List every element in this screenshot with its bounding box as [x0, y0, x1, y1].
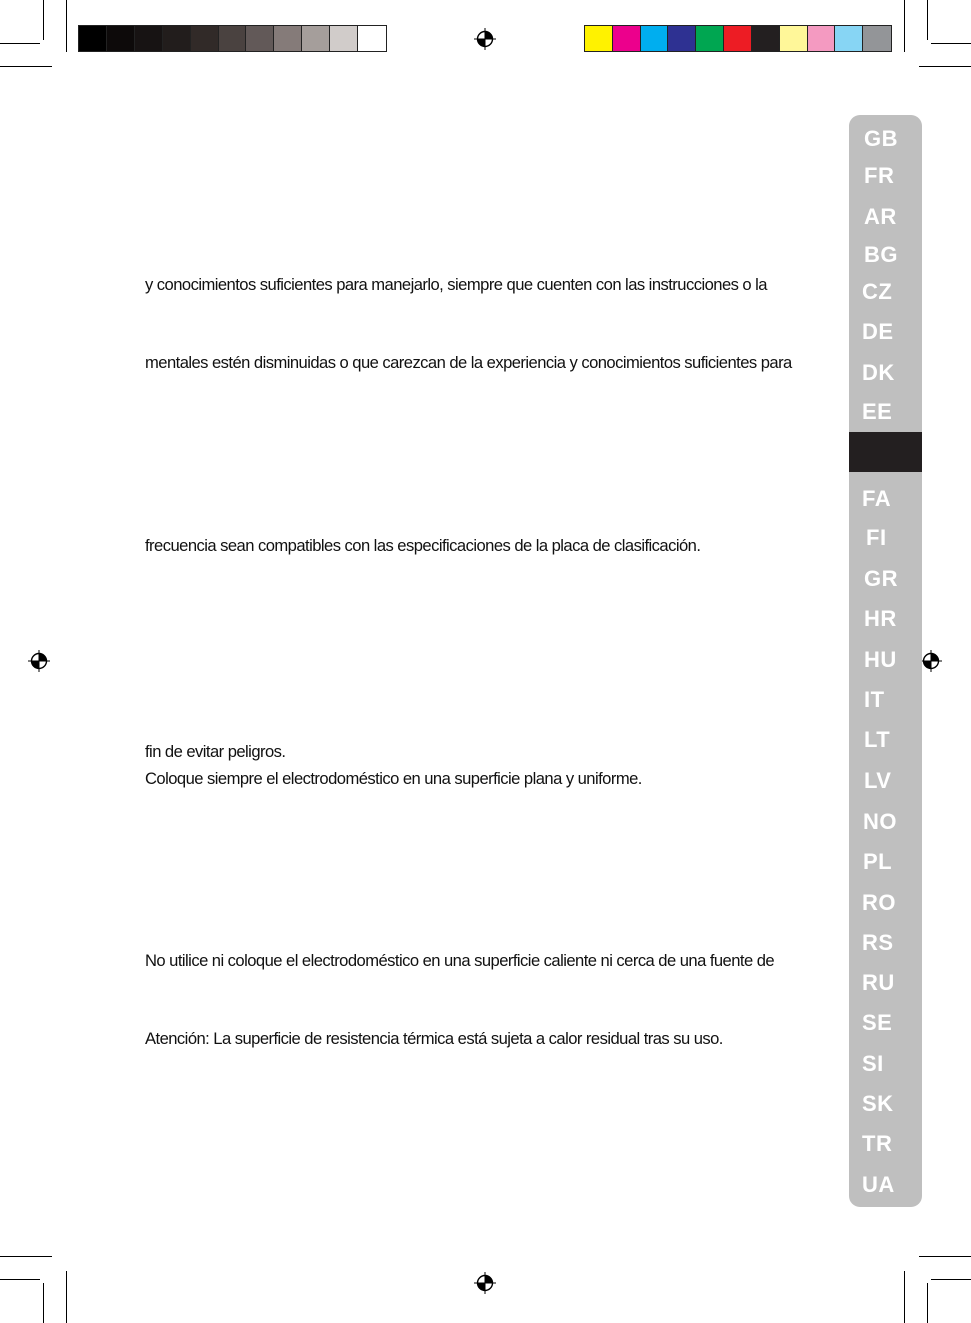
language-tab-de[interactable]: DE — [862, 319, 894, 344]
color-swatch — [641, 26, 669, 51]
language-tab-fi[interactable]: FI — [866, 525, 887, 550]
language-tab-gr[interactable]: GR — [864, 566, 898, 591]
color-swatch — [835, 26, 863, 51]
registration-target-icon — [474, 1272, 496, 1294]
color-swatch — [107, 26, 135, 51]
color-swatch — [246, 26, 274, 51]
color-swatch — [668, 26, 696, 51]
language-tab-lv[interactable]: LV — [864, 768, 892, 793]
crop-mark — [0, 43, 40, 44]
crop-mark — [927, 1283, 928, 1323]
language-tab-fa[interactable]: FA — [862, 486, 892, 511]
language-tab-no[interactable]: NO — [863, 809, 897, 834]
language-tab-active[interactable] — [849, 432, 922, 472]
color-swatch — [808, 26, 836, 51]
color-swatch — [724, 26, 752, 51]
crop-mark — [931, 1279, 971, 1280]
crop-mark — [927, 0, 928, 40]
color-swatch — [780, 26, 808, 51]
color-swatch — [219, 26, 247, 51]
color-swatch — [191, 26, 219, 51]
color-swatch — [302, 26, 330, 51]
crop-mark — [0, 1256, 52, 1257]
color-swatch — [613, 26, 641, 51]
color-swatch — [274, 26, 302, 51]
color-swatch — [163, 26, 191, 51]
color-swatch — [358, 26, 386, 51]
language-tab-sk[interactable]: SK — [862, 1091, 894, 1116]
color-swatch — [79, 26, 107, 51]
text-line: frecuencia sean compatibles con las especificaciones de la placa de clasificación. — [145, 536, 701, 555]
color-swatch — [696, 26, 724, 51]
language-tab-ar[interactable]: AR — [864, 204, 897, 229]
text-line: Atención: La superficie de resistencia térmica está sujeta a calor residual tras su uso. — [145, 1029, 723, 1048]
process-color-bar — [584, 25, 892, 52]
color-swatch — [863, 26, 891, 51]
language-tab-cz[interactable]: CZ — [862, 279, 893, 304]
crop-mark — [919, 66, 971, 67]
language-tab-dk[interactable]: DK — [862, 360, 895, 385]
language-tab-it[interactable]: IT — [864, 687, 885, 712]
language-tab-ua[interactable]: UA — [862, 1172, 895, 1197]
crop-mark — [43, 0, 44, 40]
text-line: No utilice ni coloque el electrodoméstico en una superficie caliente ni cerca de una fuente de — [145, 951, 775, 970]
language-tab-bg[interactable]: BG — [864, 242, 898, 267]
text-line: mentales estén disminuidas o que carezcan de la experiencia y conocimientos suficientes para — [145, 353, 792, 372]
crop-mark — [43, 1283, 44, 1323]
language-tab-ee[interactable]: EE — [862, 399, 893, 424]
crop-mark — [904, 1271, 905, 1323]
crop-mark — [931, 43, 971, 44]
grayscale-color-bar — [78, 25, 387, 52]
language-tab-si[interactable]: SI — [862, 1051, 884, 1076]
language-tab-ru[interactable]: RU — [862, 970, 895, 995]
text-line: y conocimientos suficientes para manejarlo, siempre que cuenten con las instrucciones o la — [145, 275, 767, 294]
language-tab-rs[interactable]: RS — [862, 930, 894, 955]
language-tab-hu[interactable]: HU — [864, 647, 897, 672]
text-line: fin de evitar peligros. — [145, 742, 286, 761]
crop-mark — [66, 1271, 67, 1323]
language-tab-fr[interactable]: FR — [864, 163, 895, 188]
language-tab-gb[interactable]: GB — [864, 126, 898, 151]
language-tab-hr[interactable]: HR — [864, 606, 897, 631]
language-tab-tr[interactable]: TR — [862, 1131, 893, 1156]
registration-target-icon — [920, 650, 942, 672]
language-tab-ro[interactable]: RO — [862, 890, 896, 915]
registration-target-icon — [474, 28, 496, 50]
language-tab-pl[interactable]: PL — [863, 849, 893, 874]
color-swatch — [330, 26, 358, 51]
language-tab-lt[interactable]: LT — [864, 727, 891, 752]
color-swatch — [135, 26, 163, 51]
crop-mark — [919, 1256, 971, 1257]
registration-target-icon — [28, 650, 50, 672]
crop-mark — [66, 0, 67, 52]
language-tab-se[interactable]: SE — [862, 1010, 893, 1035]
crop-mark — [904, 0, 905, 52]
text-line: Coloque siempre el electrodoméstico en una superficie plana y uniforme. — [145, 769, 642, 788]
color-swatch — [585, 26, 613, 51]
crop-mark — [0, 1279, 40, 1280]
color-swatch — [752, 26, 780, 51]
crop-mark — [0, 66, 52, 67]
